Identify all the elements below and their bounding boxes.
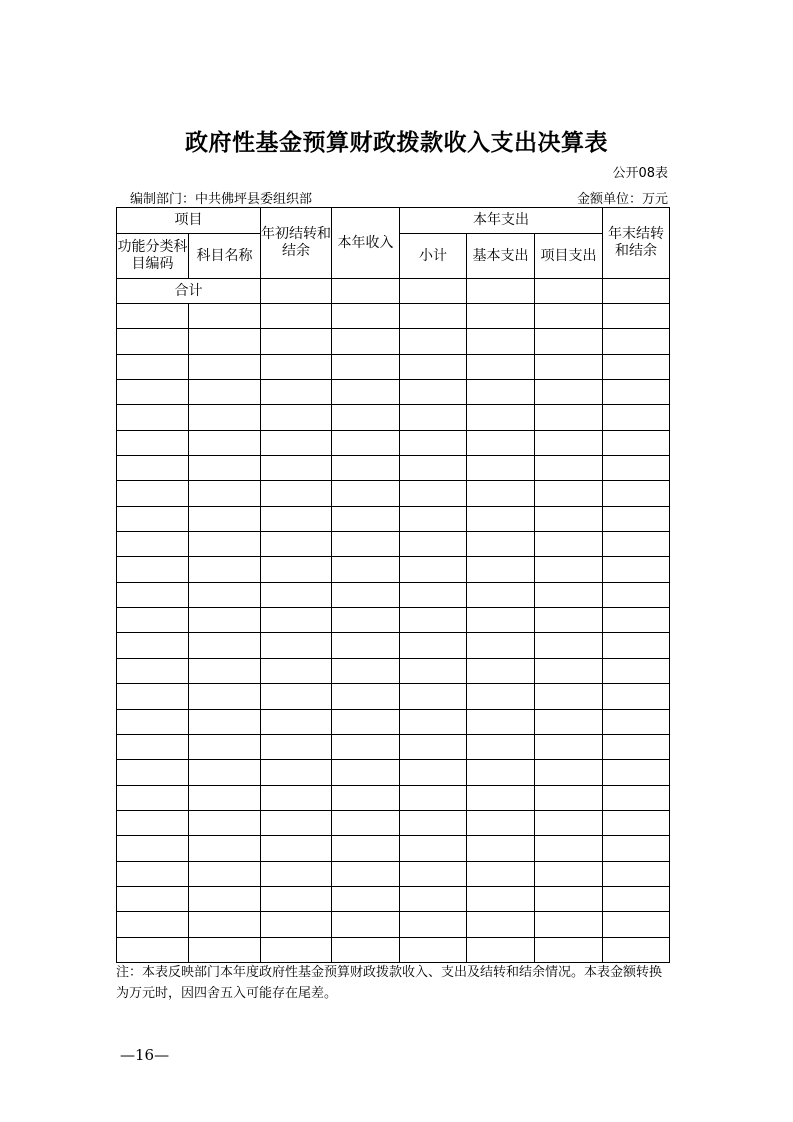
table-cell — [332, 481, 400, 506]
table-cell — [467, 532, 535, 557]
table-cell — [261, 557, 332, 582]
table-cell — [400, 709, 467, 734]
table-cell — [261, 532, 332, 557]
table-cell — [467, 886, 535, 911]
table-cell — [117, 734, 189, 759]
footnote: 注：本表反映部门本年度政府性基金预算财政拨款收入、支出及结转和结余情况。本表金额转换为万元时，因四舍五入可能存在尾差。 — [116, 965, 663, 1001]
table-cell — [467, 760, 535, 785]
table-cell — [535, 836, 603, 861]
header-item: 项目 — [117, 208, 261, 234]
header-income: 本年收入 — [332, 208, 400, 279]
table-cell — [117, 582, 189, 607]
table-cell — [332, 582, 400, 607]
table-row — [117, 709, 670, 734]
table-cell — [189, 557, 261, 582]
table-cell — [117, 405, 189, 430]
table-row — [117, 836, 670, 861]
table-cell — [535, 633, 603, 658]
header-basic-expense: 基本支出 — [467, 234, 535, 279]
table-cell — [189, 532, 261, 557]
table-row — [117, 912, 670, 937]
table-row — [117, 608, 670, 633]
table-cell — [467, 810, 535, 835]
table-cell — [117, 886, 189, 911]
table-cell — [332, 785, 400, 810]
header-subtotal: 小计 — [400, 234, 467, 279]
table-cell — [467, 380, 535, 405]
table-cell — [117, 633, 189, 658]
table-cell — [117, 684, 189, 709]
table-cell — [603, 354, 670, 379]
table-cell — [535, 608, 603, 633]
table-cell — [261, 633, 332, 658]
table-cell — [261, 279, 332, 304]
table-cell — [189, 709, 261, 734]
table-cell — [332, 937, 400, 962]
table-cell — [117, 430, 189, 455]
table-cell — [467, 430, 535, 455]
table-cell — [603, 937, 670, 962]
table-row — [117, 633, 670, 658]
table-cell — [261, 886, 332, 911]
table-cell — [332, 734, 400, 759]
table-cell — [261, 354, 332, 379]
table-cell — [189, 506, 261, 531]
table-cell — [261, 329, 332, 354]
table-cell — [603, 658, 670, 683]
table-cell — [400, 481, 467, 506]
table-cell — [535, 810, 603, 835]
table-cell — [400, 633, 467, 658]
table-cell — [603, 836, 670, 861]
table-cell — [189, 785, 261, 810]
table-cell — [332, 684, 400, 709]
table-cell — [332, 430, 400, 455]
table-cell — [467, 279, 535, 304]
table-cell — [332, 304, 400, 329]
table-cell — [400, 912, 467, 937]
table-cell — [400, 557, 467, 582]
table-cell — [117, 861, 189, 886]
table-cell — [261, 304, 332, 329]
table-cell — [467, 506, 535, 531]
table-row — [117, 937, 670, 962]
table-cell — [117, 658, 189, 683]
header-expense: 本年支出 — [400, 208, 603, 234]
table-cell — [603, 481, 670, 506]
table-cell — [400, 886, 467, 911]
table-cell — [400, 658, 467, 683]
table-cell — [117, 304, 189, 329]
table-cell — [332, 861, 400, 886]
table-cell — [603, 532, 670, 557]
table-row — [117, 582, 670, 607]
table-cell — [189, 836, 261, 861]
table-row — [117, 810, 670, 835]
table-cell — [603, 430, 670, 455]
table-row — [117, 886, 670, 911]
table-cell — [467, 557, 535, 582]
table-cell — [603, 785, 670, 810]
table-cell — [332, 279, 400, 304]
table-cell — [603, 279, 670, 304]
table-cell — [535, 785, 603, 810]
table-cell — [467, 582, 535, 607]
table-cell — [332, 709, 400, 734]
header-begin-balance: 年初结转和结余 — [261, 208, 332, 279]
table-cell — [261, 481, 332, 506]
table-cell — [603, 456, 670, 481]
table-cell — [189, 658, 261, 683]
table-cell — [332, 810, 400, 835]
table-cell — [332, 608, 400, 633]
table-cell — [332, 557, 400, 582]
header-end-balance: 年末结转和结余 — [603, 208, 670, 279]
table-cell — [535, 354, 603, 379]
table-cell — [400, 380, 467, 405]
table-cell — [535, 279, 603, 304]
table-cell — [535, 861, 603, 886]
table-cell — [467, 481, 535, 506]
table-cell — [400, 354, 467, 379]
table-cell — [535, 481, 603, 506]
table-row — [117, 785, 670, 810]
table-cell — [467, 304, 535, 329]
table-cell — [261, 684, 332, 709]
table-cell — [261, 810, 332, 835]
table-cell — [261, 912, 332, 937]
table-cell — [603, 886, 670, 911]
table-cell — [400, 861, 467, 886]
dept-label: 编制部门：中共佛坪县委组织部 — [130, 192, 313, 207]
table-cell — [189, 354, 261, 379]
table-cell — [603, 506, 670, 531]
table-cell — [400, 279, 467, 304]
table-cell — [189, 937, 261, 962]
table-cell — [400, 532, 467, 557]
table-cell — [467, 608, 535, 633]
table-cell — [261, 709, 332, 734]
table-cell — [117, 836, 189, 861]
table-cell — [467, 785, 535, 810]
table-cell — [332, 329, 400, 354]
table-cell — [535, 430, 603, 455]
table-row — [117, 532, 670, 557]
table-cell — [189, 760, 261, 785]
table-cell — [332, 354, 400, 379]
table-cell — [261, 937, 332, 962]
table-cell — [535, 557, 603, 582]
table-cell — [467, 912, 535, 937]
table-cell — [261, 861, 332, 886]
table-cell — [189, 633, 261, 658]
table-cell — [603, 684, 670, 709]
table-cell — [603, 760, 670, 785]
table-cell — [117, 810, 189, 835]
table-cell — [189, 684, 261, 709]
table-cell — [117, 912, 189, 937]
table-cell — [400, 430, 467, 455]
table-row — [117, 456, 670, 481]
table-cell — [332, 506, 400, 531]
table-cell — [117, 557, 189, 582]
table-cell — [535, 912, 603, 937]
total-label: 合计 — [117, 279, 261, 304]
table-cell — [261, 734, 332, 759]
table-cell — [535, 658, 603, 683]
unit-label: 金额单位：万元 — [576, 192, 668, 207]
table-cell — [467, 456, 535, 481]
table-cell — [189, 304, 261, 329]
table-cell — [261, 836, 332, 861]
table-cell — [467, 405, 535, 430]
table-cell — [117, 456, 189, 481]
table-cell — [189, 810, 261, 835]
table-cell — [603, 608, 670, 633]
table-cell — [117, 506, 189, 531]
table-cell — [400, 684, 467, 709]
table-cell — [117, 532, 189, 557]
table-cell — [261, 405, 332, 430]
table-cell — [535, 329, 603, 354]
table-row — [117, 557, 670, 582]
table-row — [117, 430, 670, 455]
table-row — [117, 304, 670, 329]
total-row — [117, 279, 670, 304]
table-cell — [117, 937, 189, 962]
table-cell — [535, 532, 603, 557]
table-cell — [400, 608, 467, 633]
table-row — [117, 734, 670, 759]
table-cell — [603, 810, 670, 835]
table-cell — [535, 582, 603, 607]
table-cell — [117, 709, 189, 734]
table-row — [117, 380, 670, 405]
table-cell — [467, 937, 535, 962]
table-cell — [467, 734, 535, 759]
table-cell — [467, 684, 535, 709]
table-cell — [400, 937, 467, 962]
table-cell — [332, 836, 400, 861]
table-row — [117, 861, 670, 886]
table-cell — [189, 608, 261, 633]
table-cell — [332, 912, 400, 937]
table-cell — [535, 456, 603, 481]
table-cell — [603, 734, 670, 759]
table-cell — [400, 405, 467, 430]
table-cell — [189, 405, 261, 430]
table-cell — [189, 329, 261, 354]
table-row — [117, 684, 670, 709]
table-cell — [603, 405, 670, 430]
table-cell — [467, 658, 535, 683]
table-cell — [535, 304, 603, 329]
form-code: 公开08表 — [612, 166, 668, 181]
header-func-code: 功能分类科目编码 — [117, 234, 189, 279]
table-row — [117, 329, 670, 354]
table-cell — [603, 582, 670, 607]
table-cell — [117, 608, 189, 633]
table-row — [117, 481, 670, 506]
table-cell — [400, 329, 467, 354]
table-cell — [400, 760, 467, 785]
table-cell — [117, 785, 189, 810]
table-cell — [332, 658, 400, 683]
table-cell — [261, 658, 332, 683]
table-cell — [332, 456, 400, 481]
table-cell — [535, 506, 603, 531]
table-cell — [117, 481, 189, 506]
table-cell — [261, 760, 332, 785]
table-cell — [261, 456, 332, 481]
table-row — [117, 506, 670, 531]
table-cell — [189, 886, 261, 911]
table-cell — [400, 785, 467, 810]
page-title: 政府性基金预算财政拨款收入支出决算表 — [185, 130, 608, 156]
table-cell — [117, 380, 189, 405]
table-cell — [332, 405, 400, 430]
table-cell — [535, 937, 603, 962]
header-project-expense: 项目支出 — [535, 234, 603, 279]
table-cell — [400, 506, 467, 531]
table-cell — [117, 354, 189, 379]
table-cell — [261, 582, 332, 607]
table-cell — [189, 380, 261, 405]
table-cell — [332, 886, 400, 911]
table-cell — [603, 912, 670, 937]
table-cell — [603, 329, 670, 354]
table-cell — [535, 380, 603, 405]
table-cell — [189, 481, 261, 506]
table-cell — [400, 304, 467, 329]
table-cell — [603, 633, 670, 658]
table-cell — [535, 684, 603, 709]
header-subject-name: 科目名称 — [189, 234, 261, 279]
table-cell — [467, 861, 535, 886]
table-cell — [189, 456, 261, 481]
table-cell — [332, 380, 400, 405]
empty-rows — [117, 304, 670, 963]
table-row — [117, 354, 670, 379]
table-cell — [603, 557, 670, 582]
table-row — [117, 405, 670, 430]
table-cell — [467, 329, 535, 354]
table-cell — [400, 734, 467, 759]
table-cell — [261, 785, 332, 810]
table-cell — [261, 608, 332, 633]
table-cell — [189, 430, 261, 455]
table-cell — [603, 861, 670, 886]
table-cell — [400, 810, 467, 835]
table-cell — [332, 532, 400, 557]
table-cell — [189, 734, 261, 759]
table-cell — [261, 430, 332, 455]
table-cell — [603, 709, 670, 734]
table-cell — [189, 861, 261, 886]
table-cell — [117, 760, 189, 785]
page-number: —16— — [120, 1046, 170, 1064]
budget-table — [116, 207, 670, 963]
table-cell — [535, 734, 603, 759]
table-cell — [467, 836, 535, 861]
table-cell — [400, 456, 467, 481]
table-cell — [261, 506, 332, 531]
table-row — [117, 658, 670, 683]
table-cell — [467, 633, 535, 658]
table-cell — [117, 329, 189, 354]
table-cell — [189, 912, 261, 937]
table-cell — [332, 760, 400, 785]
table-cell — [400, 836, 467, 861]
table-cell — [535, 886, 603, 911]
table-cell — [535, 709, 603, 734]
table-cell — [467, 709, 535, 734]
table-cell — [467, 354, 535, 379]
table-row — [117, 760, 670, 785]
table-cell — [603, 380, 670, 405]
table-cell — [535, 405, 603, 430]
table-cell — [189, 582, 261, 607]
table-cell — [535, 760, 603, 785]
table-cell — [400, 582, 467, 607]
table-cell — [261, 380, 332, 405]
table-cell — [603, 304, 670, 329]
table-cell — [332, 633, 400, 658]
